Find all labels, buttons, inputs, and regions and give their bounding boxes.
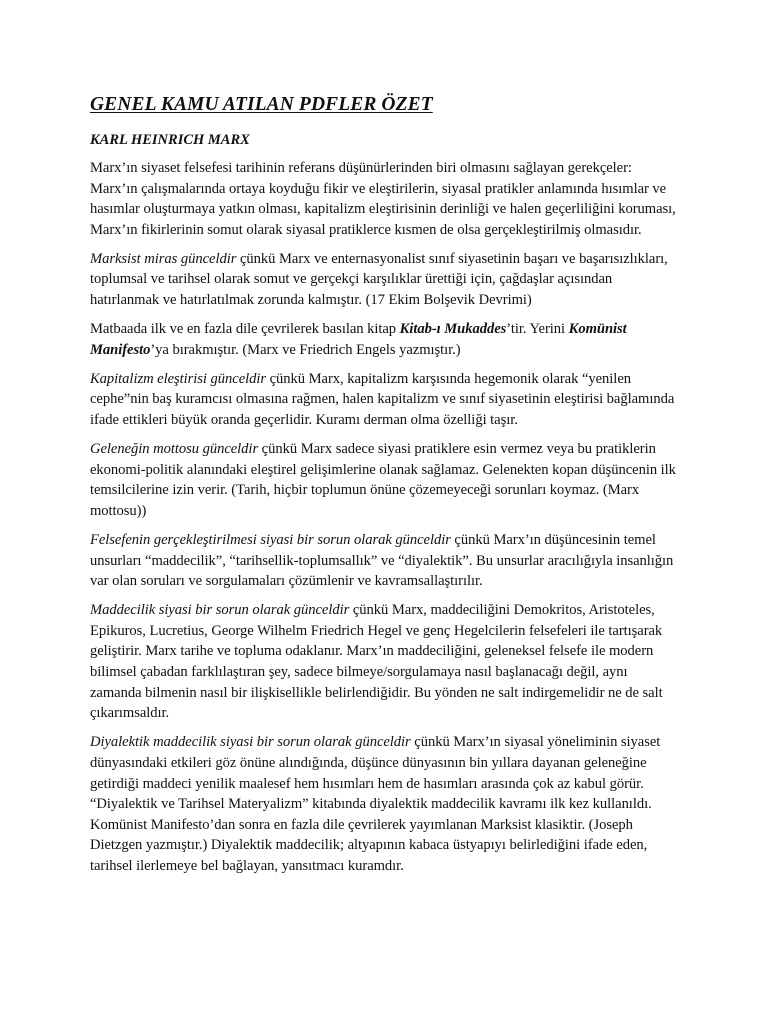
paragraph-kapitalizm — [90, 369, 680, 431]
paragraph-lead: Kapitalizm eleştirisi günceldir — [90, 370, 267, 387]
paragraph-gelenek — [90, 439, 680, 521]
paragraph-lead: Geleneğin mottosu günceldir — [90, 441, 259, 458]
paragraph-text: çünkü Marx sadece siyasi pratiklere esin vermez veya bu pratiklerin ekonomi-politik alanındaki eleştirel gelişimlerine olanak sağlamaz. Gelenekten kopan düşüncenin ilk temsilcilerine izin verir. (Tarih, hiçbir toplumun önüne çözemeyeceği sorunları koymaz. (Marx mottosu)) — [90, 441, 676, 519]
section-heading: KARL HEINRICH MARX — [90, 132, 250, 148]
paragraph-lead: Diyalektik maddecilik siyasi bir sorun olarak günceldir — [90, 734, 411, 751]
paragraph-diyalektik — [90, 732, 680, 876]
paragraph-felsefe — [90, 530, 680, 592]
paragraph-text: çünkü Marx, maddeciliğini Demokritos, Aristoteles, Epikuros, Lucretius, George Wilhelm Friedrich Hegel ve genç Hegelcilerin felsefeleri ile tartışarak geliştirir. Marx tarihe ve topluma odaklanır. Marx’ın maddeciliğini, geleneksel felsefe ile modern bilimsel çabadan farklılaştıran şey, sadece bilmeye/sorgulamaya nasıl başlanacağı değil, aynı zamanda bilmenin nasıl bir ilişkisellikle belirlendiğidir. Bu yönden ne salt indirgemelidir ne de salt çıkarımsaldır. — [90, 602, 663, 722]
paragraph-lead: Felsefenin gerçekleştirilmesi siyasi bir sorun olarak günceldir — [90, 532, 451, 548]
paragraph-text-part1: Matbaada ilk ve en fazla dile çevrilerek basılan kitap — [90, 321, 400, 338]
paragraph-text-part2: ’tir. Yerini — [506, 321, 569, 338]
paragraph-text: çünkü Marx’ın düşüncesinin temel unsurları “maddecilik”, “tarihsellik-toplumsallık” ve “diyalektik”. Bu unsurlar aracılığıyla insanlığın var olan soruları ve sorgulamaları çözümlenir ve kavramsallaştırılır. — [90, 532, 674, 590]
paragraph-text: Marx’ın siyaset felsefesi tarihinin referans düşünürlerinden biri olmasını sağlayan gerekçeler: Marx’ın çalışmalarında ortaya koyduğu fikir ve eleştirilerin, siyasal pratikler anlamında hısımlar ve hasımlar oluşturmaya yatkın olması, kapitalizm eleştirisinin derinliği ve halen geçerliliğini koruması, Marx’ın fikirlerinin somut olarak siyasal pratiklerce kısmen de olsa gerçekleştirilmiş olmasıdır. — [90, 160, 676, 238]
paragraph-text: çünkü Marx’ın siyasal yöneliminin siyaset dünyasındaki etkileri göz önüne alındığında, düşünce dünyasının bin yıllara dayanan geleneğine getirdiği maddeci yenilik maalesef hem hısımları hem de hasımları arasında çok az kabul görür. “Diyalektik ve Tarihsel Materyalizm” kitabında diyalektik maddecilik kavramı ilk kez kullanıldı. Komünist Manifesto’dan sonra en fazla dile çevrilerek yayımlanan Marksist klasiktir. (Joseph Dietzgen yazmıştır.) Diyalektik maddecilik; altyapının kabaca üstyapıyı belirlediğini ifade eden, tarihsel ilerlemeye bel bağlayan, yansıtmacı kuramdır. — [90, 734, 661, 874]
document-title: GENEL KAMU ATILAN PDFLER ÖZET — [90, 94, 433, 115]
bold-term-manifesto: Komünist Manifesto — [90, 321, 627, 358]
bold-term-kitab: Kitab-ı Mukaddes — [399, 321, 507, 338]
paragraph-matbaa — [90, 319, 680, 360]
paragraph-lead: Marksist miras günceldir — [90, 250, 237, 267]
paragraph-text: çünkü Marx ve enternasyonalist sınıf siyasetinin başarı ve başarısızlıkları, toplumsal ve tarihsel olarak somut ve gerçekçi karşılıklar ürettiği için, çağdaşlar açısından hatırlanmak ve hatırlatılmak zorunda kalmıştır. (17 Ekim Bolşevik Devrimi) — [90, 250, 668, 309]
document-page — [90, 92, 680, 885]
paragraph-maddecilik — [90, 600, 680, 724]
paragraph-marksist-miras — [90, 249, 680, 311]
paragraph-text: çünkü Marx, kapitalizm karşısında hegemonik olarak “yenilen cephe”nin baş kuramcısı olmasına rağmen, halen kapitalizm ve sınıf siyasetinin eleştirisi bağlamında ifade ettikleri büyük oranda geçerlidir. Kuramı derman olma özelliği taşır. — [90, 370, 675, 429]
paragraph-lead: Maddecilik siyasi bir sorun olarak günceldir — [90, 602, 350, 619]
paragraph-intro — [90, 158, 680, 240]
paragraph-text-part3: ’ya bırakmıştır. (Marx ve Friedrich Engels yazmıştır.) — [150, 341, 461, 358]
